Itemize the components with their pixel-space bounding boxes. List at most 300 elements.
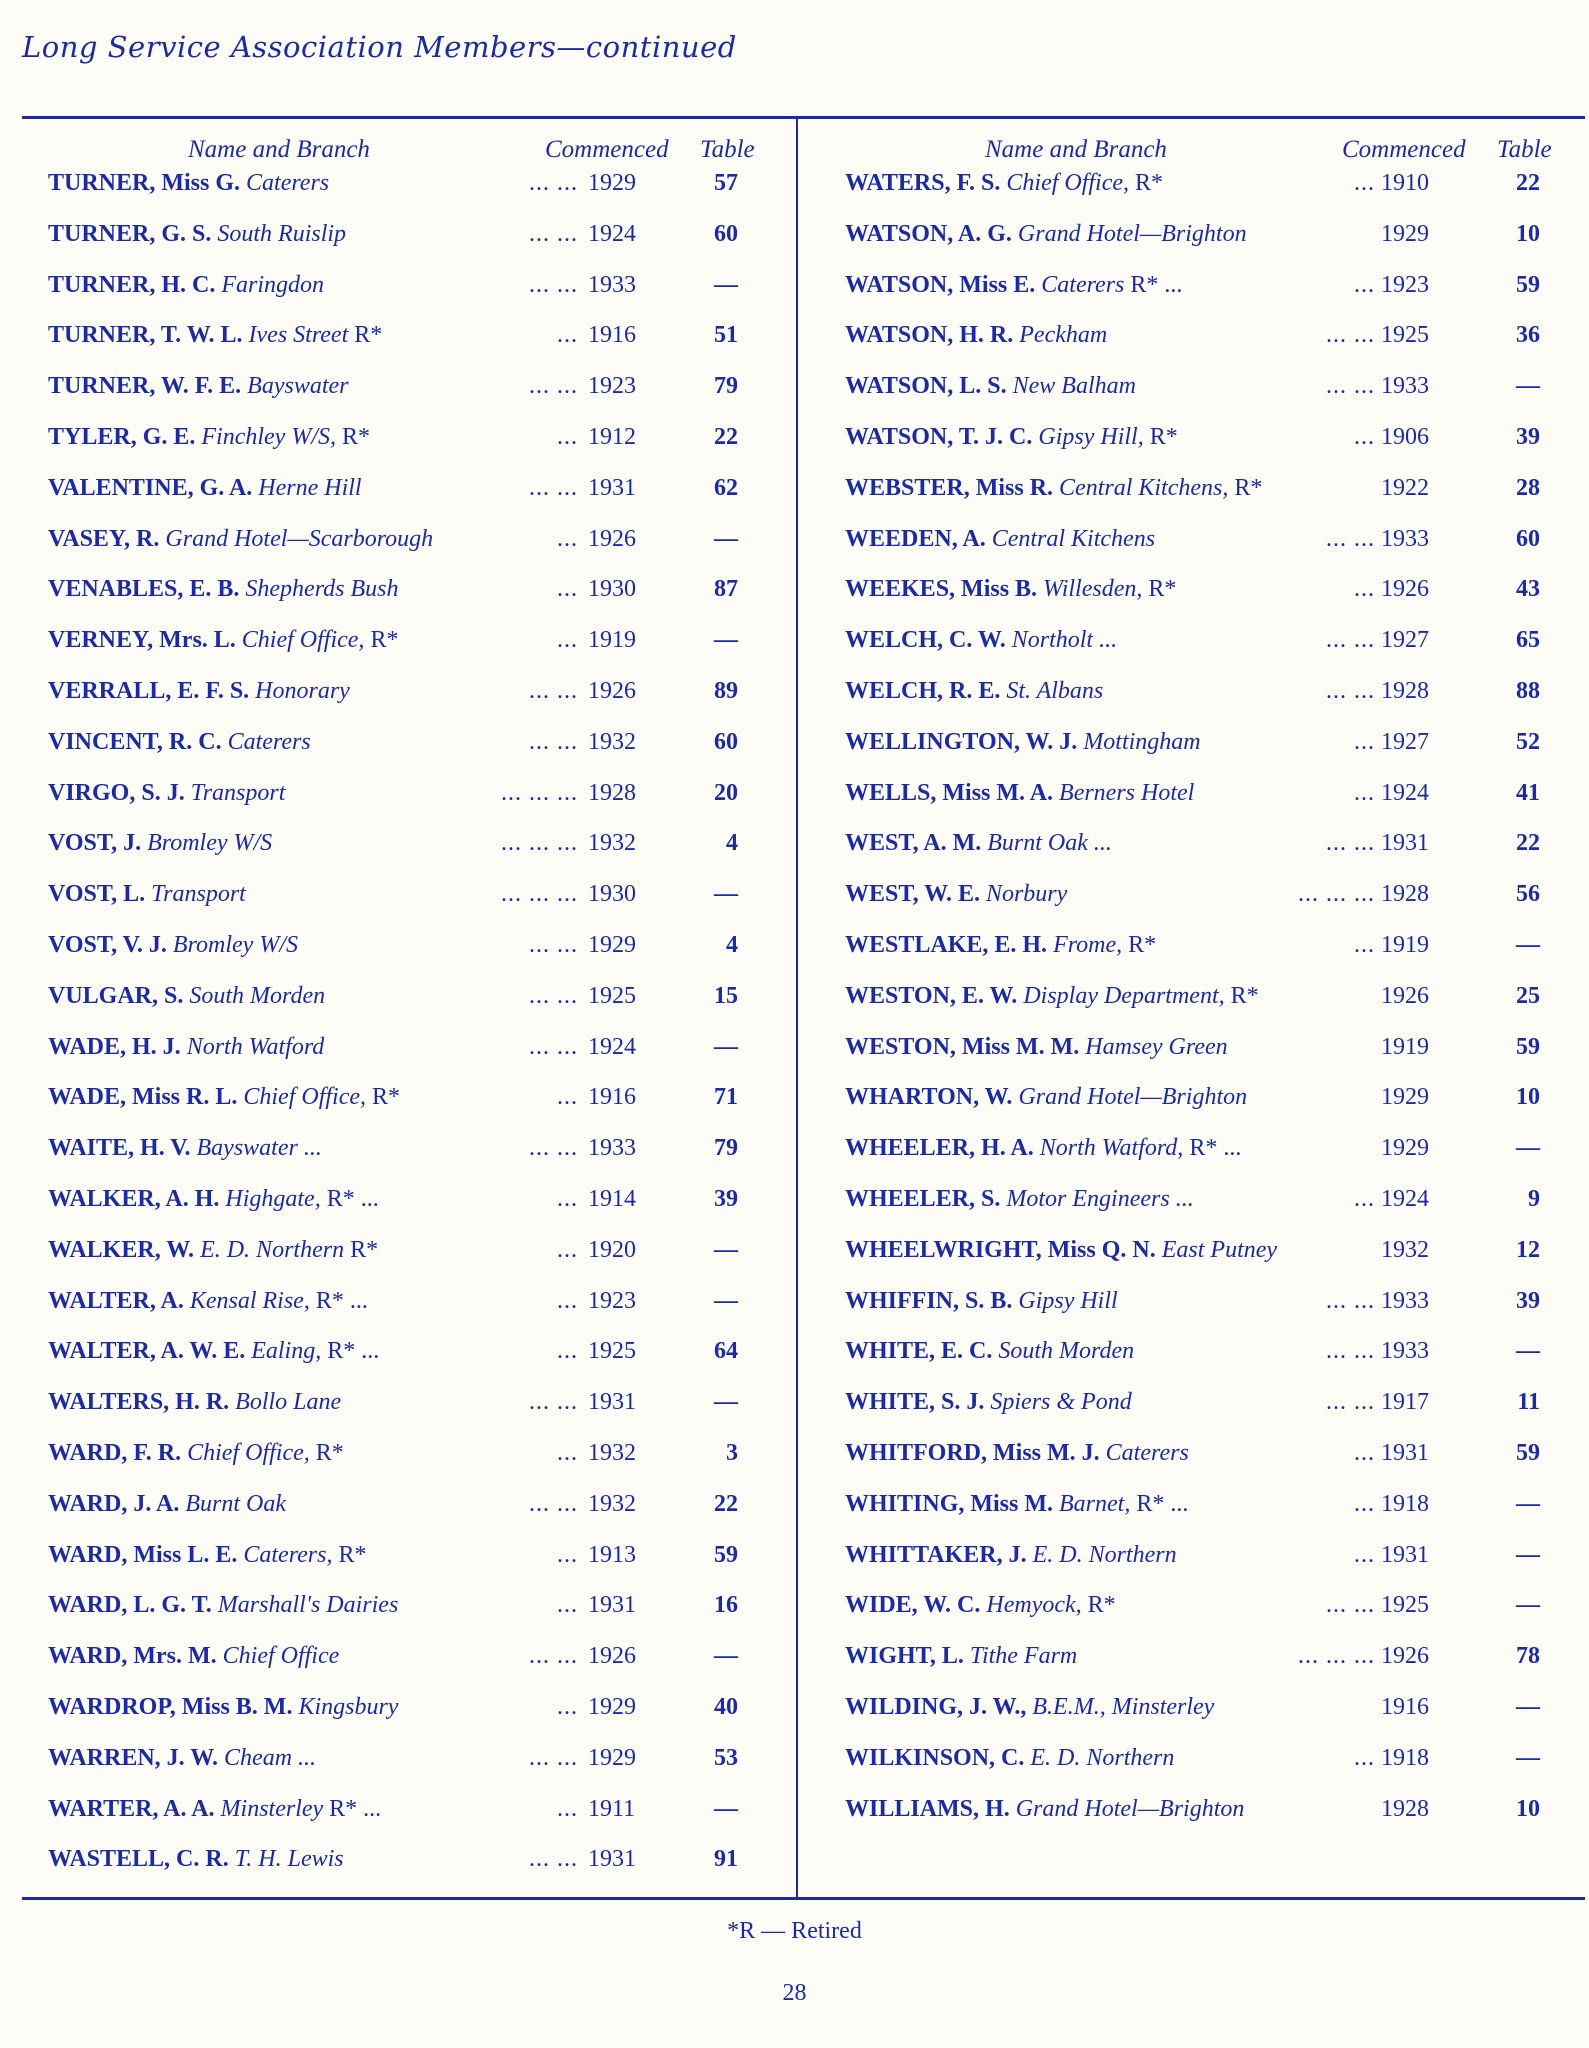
retired-marker: R* xyxy=(1228,474,1263,501)
leader-dots: ... xyxy=(557,1185,578,1212)
member-surname-initials: VERRALL, E. F. S. xyxy=(48,677,250,704)
member-branch: Marshall's Dairies xyxy=(217,1592,399,1619)
member-surname-initials: WHITTAKER, J. xyxy=(845,1541,1027,1568)
member-name xyxy=(48,1288,368,1315)
member-row xyxy=(48,272,788,323)
member-surname-initials: WHITE, S. J. xyxy=(845,1389,985,1416)
member-row xyxy=(845,1288,1585,1339)
member-name xyxy=(845,932,1156,959)
member-branch: B.E.M., Minsterley xyxy=(1032,1693,1215,1720)
member-branch: Berners Hotel xyxy=(1059,779,1195,806)
member-row xyxy=(845,170,1585,221)
commenced-year: 1933 xyxy=(1381,525,1429,552)
commenced-year: 1931 xyxy=(588,474,636,501)
commenced-year: 1925 xyxy=(1381,1592,1429,1619)
table-number: 10 xyxy=(1516,220,1540,247)
table-number: 78 xyxy=(1516,1643,1540,1670)
member-name xyxy=(48,526,433,553)
member-name xyxy=(845,475,1262,502)
member-name xyxy=(845,373,1136,400)
table-number: 52 xyxy=(1516,728,1540,755)
member-row xyxy=(845,1389,1585,1440)
header-name-branch: Name and Branch xyxy=(985,136,1167,163)
retired-marker: R* ... xyxy=(1130,1490,1189,1517)
commenced-year: 1912 xyxy=(588,423,636,450)
member-surname-initials: WARD, Mrs. M. xyxy=(48,1643,217,1670)
member-branch: North Watford, xyxy=(1039,1135,1184,1162)
member-branch: Caterers xyxy=(1041,271,1125,298)
member-row xyxy=(48,1491,788,1542)
member-row xyxy=(48,475,788,526)
commenced-year: 1928 xyxy=(1381,1795,1429,1822)
table-number: 25 xyxy=(1516,982,1540,1009)
member-branch: Norbury xyxy=(985,881,1068,908)
table-number: 10 xyxy=(1516,1084,1540,1111)
commenced-year: 1928 xyxy=(588,779,636,806)
retired-footnote: *R — Retired xyxy=(727,1918,862,1944)
member-surname-initials: VERNEY, Mrs. L. xyxy=(48,627,236,654)
member-surname-initials: WEEKES, Miss B. xyxy=(845,576,1038,603)
table-number: 56 xyxy=(1516,881,1540,908)
table-number: 60 xyxy=(714,728,738,755)
member-branch: Grand Hotel—Brighton xyxy=(1017,220,1247,247)
member-row xyxy=(845,322,1585,373)
table-number: 88 xyxy=(1516,677,1540,704)
leader-dots: ... xyxy=(557,525,578,552)
member-row xyxy=(48,983,788,1034)
member-name xyxy=(48,373,349,400)
commenced-year: 1929 xyxy=(588,170,636,196)
member-name xyxy=(845,1796,1244,1823)
member-branch: St. Albans xyxy=(1006,677,1104,704)
member-name xyxy=(845,729,1201,756)
member-row xyxy=(48,1745,788,1796)
member-branch: Chief Office, xyxy=(1006,170,1130,196)
leader-dots: ... ... ... xyxy=(501,830,578,857)
member-row xyxy=(48,322,788,373)
header-commenced: Commenced xyxy=(1342,136,1466,163)
table-number: 22 xyxy=(714,1490,738,1517)
leader-dots: ... ... xyxy=(529,1846,578,1873)
member-name xyxy=(845,221,1247,248)
member-surname-initials: VOST, V. J. xyxy=(48,931,167,958)
table-number: — xyxy=(1516,1135,1540,1162)
member-name xyxy=(48,729,311,756)
member-surname-initials: WESTON, Miss M. M. xyxy=(845,1033,1080,1060)
member-row xyxy=(845,221,1585,272)
member-branch: Display Department, xyxy=(1023,982,1225,1009)
leader-dots: ... xyxy=(1354,1490,1375,1517)
commenced-year: 1923 xyxy=(1381,271,1429,298)
table-number: — xyxy=(714,1643,738,1670)
member-name xyxy=(48,1186,379,1213)
table-number: 87 xyxy=(714,576,738,603)
member-row xyxy=(845,1694,1585,1745)
leader-dots: ... xyxy=(557,322,578,349)
table-number: — xyxy=(1516,1490,1540,1517)
leader-dots: ... ... xyxy=(1326,1338,1375,1365)
member-row xyxy=(845,881,1585,932)
member-surname-initials: WHITFORD, Miss M. J. xyxy=(845,1439,1100,1466)
member-name xyxy=(845,526,1155,553)
table-number: 12 xyxy=(1516,1236,1540,1263)
commenced-year: 1924 xyxy=(588,1033,636,1060)
leader-dots: ... xyxy=(557,1084,578,1111)
leader-dots: ... xyxy=(557,1439,578,1466)
member-row xyxy=(48,627,788,678)
commenced-year: 1929 xyxy=(1381,220,1429,247)
leader-dots: ... ... xyxy=(529,170,578,196)
member-branch: Burnt Oak xyxy=(185,1490,286,1517)
member-branch: Finchley W/S, xyxy=(201,423,336,450)
member-name xyxy=(48,475,362,502)
member-surname-initials: WARREN, J. W. xyxy=(48,1744,219,1771)
member-name xyxy=(48,1084,400,1111)
retired-marker: R* ... xyxy=(323,1795,382,1822)
member-surname-initials: WHITING, Miss M. xyxy=(845,1490,1054,1517)
commenced-year: 1924 xyxy=(1381,779,1429,806)
member-row xyxy=(48,170,788,221)
leader-dots: ... ... xyxy=(529,373,578,400)
member-surname-initials: WEEDEN, A. xyxy=(845,525,986,552)
table-number: — xyxy=(714,1795,738,1822)
table-number: — xyxy=(714,525,738,552)
member-row xyxy=(48,424,788,475)
member-branch: Tithe Farm xyxy=(969,1643,1078,1670)
table-number: 53 xyxy=(714,1744,738,1771)
table-number: — xyxy=(714,1287,738,1314)
page-number: 28 xyxy=(782,1980,807,2006)
member-name xyxy=(845,1745,1174,1772)
member-surname-initials: WARTER, A. A. xyxy=(48,1795,215,1822)
member-surname-initials: WELCH, R. E. xyxy=(845,677,1001,704)
table-number: — xyxy=(714,1033,738,1060)
table-number: 91 xyxy=(714,1846,738,1873)
member-row xyxy=(845,1034,1585,1085)
member-surname-initials: WESTON, E. W. xyxy=(845,982,1018,1009)
member-row xyxy=(48,1592,788,1643)
member-name xyxy=(845,1338,1134,1365)
member-name xyxy=(845,576,1176,603)
table-number: 59 xyxy=(1516,1439,1540,1466)
table-number: — xyxy=(1516,1338,1540,1365)
leader-dots: ... ... ... xyxy=(501,881,578,908)
member-branch: Ives Street xyxy=(248,322,349,349)
member-name xyxy=(48,322,382,349)
member-surname-initials: WATERS, F. S. xyxy=(845,170,1001,196)
member-name xyxy=(845,1592,1116,1619)
commenced-year: 1925 xyxy=(588,982,636,1009)
member-name xyxy=(48,1440,344,1467)
member-name xyxy=(48,983,325,1010)
member-name xyxy=(48,1846,344,1873)
table-number: 22 xyxy=(1516,830,1540,857)
header-table: Table xyxy=(1497,136,1552,163)
member-name xyxy=(48,221,346,248)
commenced-year: 1918 xyxy=(1381,1490,1429,1517)
member-surname-initials: WATSON, T. J. C. xyxy=(845,423,1033,450)
commenced-year: 1924 xyxy=(588,220,636,247)
leader-dots: ... xyxy=(557,576,578,603)
member-branch: Frome, xyxy=(1053,931,1123,958)
table-number: 40 xyxy=(714,1693,738,1720)
member-surname-initials: WELCH, C. W. xyxy=(845,627,1006,654)
commenced-year: 1930 xyxy=(588,881,636,908)
member-surname-initials: VASEY, R. xyxy=(48,525,160,552)
table-number: — xyxy=(1516,1693,1540,1720)
member-surname-initials: TYLER, G. E. xyxy=(48,423,196,450)
member-name xyxy=(845,780,1194,807)
commenced-year: 1931 xyxy=(588,1846,636,1873)
table-number: 9 xyxy=(1528,1185,1540,1212)
commenced-year: 1916 xyxy=(588,322,636,349)
member-row xyxy=(48,576,788,627)
member-branch: Bromley W/S xyxy=(147,830,273,857)
member-row xyxy=(48,1542,788,1593)
commenced-year: 1917 xyxy=(1381,1389,1429,1416)
table-number: 59 xyxy=(714,1541,738,1568)
leader-dots: ... ... xyxy=(529,271,578,298)
member-name xyxy=(48,830,272,857)
commenced-year: 1913 xyxy=(588,1541,636,1568)
member-branch: New Balham xyxy=(1012,373,1136,400)
leader-dots: ... ... xyxy=(529,220,578,247)
member-surname-initials: WARD, L. G. T. xyxy=(48,1592,212,1619)
retired-marker: R* xyxy=(1142,576,1177,603)
leader-dots: ... xyxy=(1354,1541,1375,1568)
leader-dots: ... ... xyxy=(529,931,578,958)
member-branch: Barnet, xyxy=(1059,1490,1131,1517)
member-branch: Northolt ... xyxy=(1011,627,1118,654)
member-branch: Highgate, xyxy=(225,1185,321,1212)
table-number: 16 xyxy=(714,1592,738,1619)
commenced-year: 1914 xyxy=(588,1185,636,1212)
member-row xyxy=(845,1338,1585,1389)
member-branch: Caterers xyxy=(1105,1439,1189,1466)
member-name xyxy=(845,830,1112,857)
retired-marker: R* xyxy=(336,423,371,450)
member-surname-initials: WALKER, A. H. xyxy=(48,1185,220,1212)
commenced-year: 1928 xyxy=(1381,881,1429,908)
commenced-year: 1916 xyxy=(1381,1693,1429,1720)
member-row xyxy=(845,830,1585,881)
table-number: 15 xyxy=(714,982,738,1009)
member-row xyxy=(48,1846,788,1897)
table-number: 65 xyxy=(1516,627,1540,654)
right-column xyxy=(845,136,1585,1846)
column-divider xyxy=(796,119,798,1897)
commenced-year: 1930 xyxy=(588,576,636,603)
member-name xyxy=(845,881,1067,908)
member-branch: Honorary xyxy=(255,677,350,704)
member-surname-initials: WATSON, Miss E. xyxy=(845,271,1036,298)
commenced-year: 1932 xyxy=(588,728,636,755)
leader-dots: ... xyxy=(557,423,578,450)
member-row xyxy=(845,1135,1585,1186)
member-branch: Spiers & Pond xyxy=(990,1389,1132,1416)
member-branch: Bayswater xyxy=(247,373,349,400)
table-number: — xyxy=(1516,1592,1540,1619)
table-number: 41 xyxy=(1516,779,1540,806)
table-number: 4 xyxy=(726,931,738,958)
member-branch: Cheam ... xyxy=(224,1744,317,1771)
table-number: 59 xyxy=(1516,1033,1540,1060)
member-row xyxy=(845,1237,1585,1288)
table-number: 62 xyxy=(714,474,738,501)
table-number: 11 xyxy=(1517,1389,1540,1416)
leader-dots: ... ... xyxy=(1326,830,1375,857)
member-row xyxy=(845,627,1585,678)
member-surname-initials: TURNER, W. F. E. xyxy=(48,373,242,400)
table-number: — xyxy=(1516,1744,1540,1771)
member-branch: South Ruislip xyxy=(217,220,347,247)
commenced-year: 1929 xyxy=(588,931,636,958)
member-branch: Transport xyxy=(151,881,246,908)
leader-dots: ... xyxy=(1354,1744,1375,1771)
member-row xyxy=(48,373,788,424)
table-number: — xyxy=(714,1236,738,1263)
member-row xyxy=(48,830,788,881)
column-header xyxy=(845,136,1585,170)
member-name xyxy=(845,272,1182,299)
member-row xyxy=(48,1694,788,1745)
commenced-year: 1920 xyxy=(588,1236,636,1263)
retired-marker: R* ... xyxy=(321,1338,380,1365)
member-name xyxy=(845,1542,1177,1569)
member-name xyxy=(845,1135,1241,1162)
member-branch: Herne Hill xyxy=(258,474,362,501)
member-surname-initials: WALTER, A. W. E. xyxy=(48,1338,246,1365)
member-surname-initials: WADE, H. J. xyxy=(48,1033,181,1060)
member-branch: Grand Hotel—Brighton xyxy=(1015,1795,1245,1822)
member-name xyxy=(48,576,398,603)
commenced-year: 1932 xyxy=(1381,1236,1429,1263)
retired-marker: R* xyxy=(1122,931,1157,958)
retired-marker: R* ... xyxy=(1124,271,1183,298)
member-surname-initials: WIDE, W. C. xyxy=(845,1592,981,1619)
member-row xyxy=(845,475,1585,526)
header-commenced: Commenced xyxy=(545,136,669,163)
leader-dots: ... ... ... xyxy=(501,779,578,806)
retired-marker: R* xyxy=(309,1439,344,1466)
retired-marker: R* xyxy=(1081,1592,1116,1619)
table-number: 60 xyxy=(714,220,738,247)
member-name xyxy=(845,322,1107,349)
member-branch: Bromley W/S xyxy=(172,931,298,958)
member-list-right xyxy=(845,170,1585,1846)
member-surname-initials: VALENTINE, G. A. xyxy=(48,474,253,501)
member-branch: Burnt Oak ... xyxy=(987,830,1112,857)
leader-dots: ... xyxy=(557,627,578,654)
leader-dots: ... ... xyxy=(529,1744,578,1771)
leader-dots: ... ... ... xyxy=(1298,881,1375,908)
member-surname-initials: VULGAR, S. xyxy=(48,982,184,1009)
member-branch: E. D. Northern xyxy=(200,1236,345,1263)
member-row xyxy=(845,1796,1585,1847)
member-branch: E. D. Northern xyxy=(1030,1744,1175,1771)
member-surname-initials: WHITE, E. C. xyxy=(845,1338,993,1365)
member-row xyxy=(845,780,1585,831)
member-branch: Chief Office, xyxy=(187,1439,310,1466)
member-surname-initials: WARDROP, Miss B. M. xyxy=(48,1693,293,1720)
table-number: — xyxy=(1516,373,1540,400)
member-branch: East Putney xyxy=(1161,1236,1278,1263)
member-branch: Transport xyxy=(190,779,286,806)
member-row xyxy=(48,932,788,983)
member-branch: Mottingham xyxy=(1083,728,1201,755)
retired-marker: R* xyxy=(344,1236,379,1263)
retired-marker: R* xyxy=(348,322,383,349)
commenced-year: 1931 xyxy=(588,1389,636,1416)
member-name xyxy=(48,424,370,451)
member-branch: E. D. Northern xyxy=(1032,1541,1177,1568)
member-name xyxy=(48,1389,341,1416)
table-number: 79 xyxy=(714,373,738,400)
member-branch: Ealing, xyxy=(251,1338,322,1365)
member-row xyxy=(48,221,788,272)
commenced-year: 1932 xyxy=(588,1490,636,1517)
member-row xyxy=(48,1237,788,1288)
member-surname-initials: WATSON, A. G. xyxy=(845,220,1012,247)
leader-dots: ... ... xyxy=(529,1643,578,1670)
table-number: 43 xyxy=(1516,576,1540,603)
member-row xyxy=(48,1186,788,1237)
member-branch: Caterers xyxy=(246,170,330,196)
member-row xyxy=(48,780,788,831)
member-surname-initials: WEBSTER, Miss R. xyxy=(845,474,1054,501)
table-number: 10 xyxy=(1516,1795,1540,1822)
commenced-year: 1927 xyxy=(1381,728,1429,755)
member-row xyxy=(845,983,1585,1034)
member-name xyxy=(48,1592,398,1619)
member-branch: Minsterley xyxy=(220,1795,324,1822)
member-branch: Chief Office, xyxy=(243,1084,366,1111)
member-surname-initials: VINCENT, R. C. xyxy=(48,728,222,755)
member-branch: Shepherds Bush xyxy=(245,576,399,603)
member-surname-initials: WARD, F. R. xyxy=(48,1439,182,1466)
member-branch: Caterers xyxy=(227,728,311,755)
commenced-year: 1925 xyxy=(588,1338,636,1365)
leader-dots: ... xyxy=(1354,779,1375,806)
member-surname-initials: WARD, J. A. xyxy=(48,1490,180,1517)
member-surname-initials: WHARTON, W. xyxy=(845,1084,1013,1111)
leader-dots: ... ... xyxy=(529,1135,578,1162)
table-number: — xyxy=(714,1389,738,1416)
member-name xyxy=(48,1338,379,1365)
leader-dots: ... ... xyxy=(529,1490,578,1517)
table-number: — xyxy=(714,627,738,654)
leader-dots: ... xyxy=(1354,271,1375,298)
column-header xyxy=(48,136,788,170)
commenced-year: 1933 xyxy=(1381,1338,1429,1365)
leader-dots: ... xyxy=(557,1338,578,1365)
commenced-year: 1933 xyxy=(588,271,636,298)
table-number: 20 xyxy=(714,779,738,806)
member-row xyxy=(845,1186,1585,1237)
left-column xyxy=(48,136,788,1897)
bottom-rule xyxy=(22,1897,1585,1900)
member-branch: Gipsy Hill xyxy=(1018,1287,1118,1314)
member-surname-initials: WHEELER, H. A. xyxy=(845,1135,1034,1162)
retired-marker: R* xyxy=(366,1084,401,1111)
member-row xyxy=(845,1084,1585,1135)
member-surname-initials: WARD, Miss L. E. xyxy=(48,1541,238,1568)
top-rule xyxy=(22,116,1585,119)
member-surname-initials: WALKER, W. xyxy=(48,1236,195,1263)
commenced-year: 1906 xyxy=(1381,423,1429,450)
commenced-year: 1910 xyxy=(1381,170,1429,196)
member-surname-initials: WILLIAMS, H. xyxy=(845,1795,1010,1822)
